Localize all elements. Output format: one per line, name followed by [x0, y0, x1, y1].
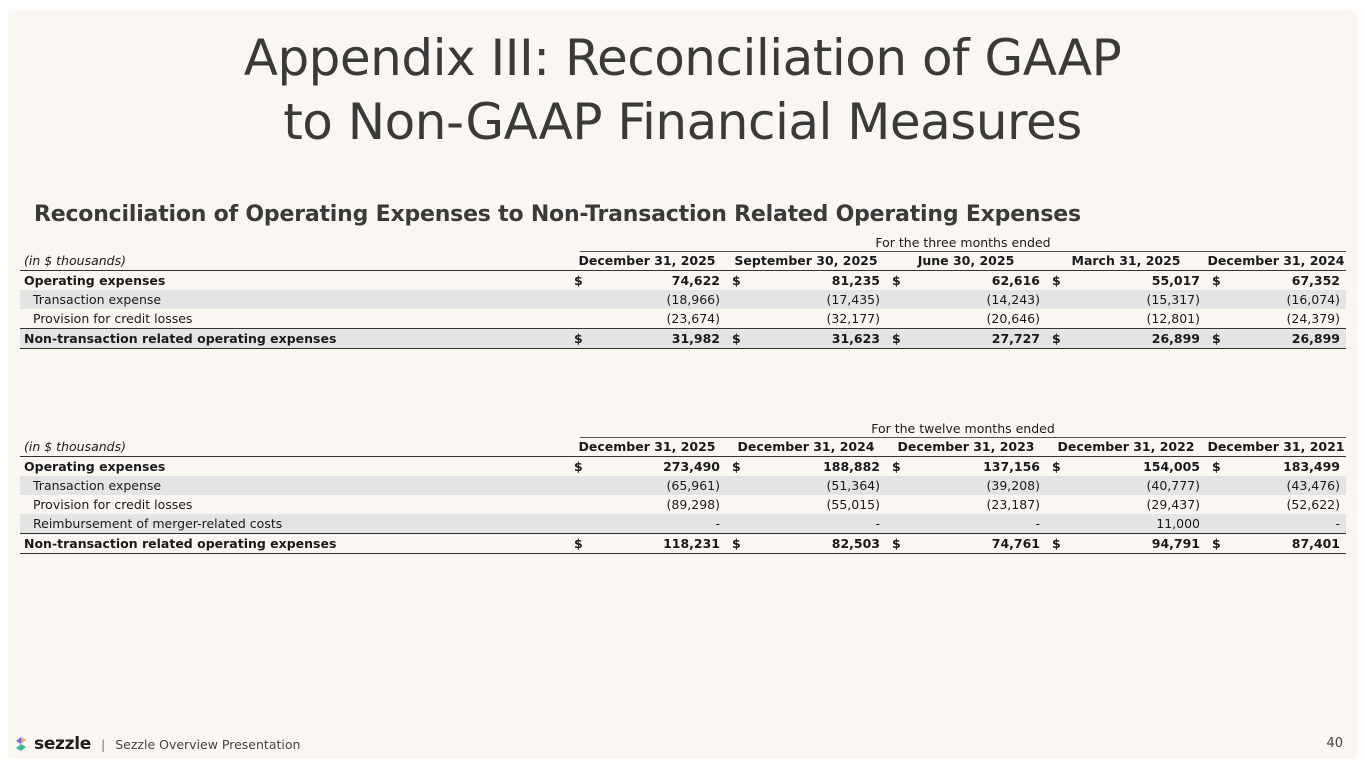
cell-value: (51,364) — [826, 478, 880, 493]
currency-symbol: $ — [1052, 459, 1061, 474]
currency-symbol: $ — [892, 331, 901, 346]
column-header: September 30, 2025 — [734, 253, 878, 268]
currency-symbol: $ — [574, 459, 583, 474]
currency-symbol: $ — [1212, 536, 1221, 551]
cell-value: (16,074) — [1286, 292, 1340, 307]
cell-value: - — [1035, 516, 1040, 531]
currency-symbol: $ — [892, 459, 901, 474]
cell-value: 62,616 — [991, 273, 1040, 288]
sezzle-logo-text: sezzle — [34, 734, 91, 754]
cell-value: (65,961) — [666, 478, 720, 493]
cell-value: 26,899 — [1291, 331, 1340, 346]
period-header — [20, 235, 1346, 251]
footer — [14, 734, 300, 754]
column-header: December 31, 2021 — [1207, 439, 1345, 454]
cell-value: - — [715, 516, 720, 531]
cell-value: 137,156 — [983, 459, 1040, 474]
cell-value: 27,727 — [991, 331, 1040, 346]
period-label: For the three months ended — [580, 235, 1346, 252]
cell-value: (17,435) — [826, 292, 880, 307]
cell-value: 67,352 — [1291, 273, 1340, 288]
cell-value: (23,674) — [666, 311, 720, 326]
currency-symbol: $ — [732, 331, 741, 346]
period-header — [20, 421, 1346, 437]
column-header: December 31, 2022 — [1057, 439, 1195, 454]
currency-symbol: $ — [574, 536, 583, 551]
table-row-non-transaction-total — [20, 328, 1346, 349]
cell-value: (24,379) — [1286, 311, 1340, 326]
cell-value: 31,623 — [831, 331, 880, 346]
cell-value: 94,791 — [1151, 536, 1200, 551]
page-title — [0, 26, 1365, 154]
cell-value: 11,000 — [1156, 516, 1200, 531]
footer-separator: | — [101, 736, 106, 752]
cell-value: (52,622) — [1286, 497, 1340, 512]
unit-label: (in $ thousands) — [24, 253, 126, 268]
section-subtitle: Reconciliation of Operating Expenses to Non-Transaction Related Operating Expenses — [34, 202, 1081, 227]
currency-symbol: $ — [1052, 331, 1061, 346]
table-row-provision-credit-losses — [20, 309, 1346, 328]
row-label: Transaction expense — [33, 478, 162, 493]
cell-value: (39,208) — [986, 478, 1040, 493]
cell-value: 74,761 — [991, 536, 1040, 551]
row-label: Non-transaction related operating expenses — [24, 536, 337, 551]
row-label: Provision for credit losses — [33, 497, 193, 512]
cell-value: (32,177) — [826, 311, 880, 326]
row-label: Transaction expense — [33, 292, 162, 307]
cell-value: 154,005 — [1143, 459, 1200, 474]
row-label: Operating expenses — [24, 459, 166, 474]
column-header-row — [20, 437, 1346, 457]
cell-value: (29,437) — [1146, 497, 1200, 512]
sezzle-logo-icon — [14, 736, 28, 752]
title-line-1: Appendix III: Reconciliation of GAAP — [243, 29, 1122, 87]
currency-symbol: $ — [732, 536, 741, 551]
currency-symbol: $ — [732, 273, 741, 288]
column-header: December 31, 2025 — [578, 439, 716, 454]
cell-value: (40,777) — [1146, 478, 1200, 493]
currency-symbol: $ — [1052, 536, 1061, 551]
currency-symbol: $ — [1212, 273, 1221, 288]
currency-symbol: $ — [574, 331, 583, 346]
table-row-non-transaction-total — [20, 533, 1346, 554]
column-header: December 31, 2024 — [737, 439, 875, 454]
cell-value: 74,622 — [671, 273, 720, 288]
unit-label: (in $ thousands) — [24, 439, 126, 454]
cell-value: (43,476) — [1286, 478, 1340, 493]
row-label: Reimbursement of merger-related costs — [33, 516, 283, 531]
table-row-transaction-expense — [20, 476, 1346, 495]
cell-value: (18,966) — [666, 292, 720, 307]
cell-value: 31,982 — [671, 331, 720, 346]
cell-value: (12,801) — [1146, 311, 1200, 326]
cell-value: - — [1335, 516, 1340, 531]
cell-value: 82,503 — [831, 536, 880, 551]
three-months-table — [20, 235, 1346, 349]
cell-value: (14,243) — [986, 292, 1040, 307]
cell-value: 26,899 — [1151, 331, 1200, 346]
column-header: June 30, 2025 — [917, 253, 1015, 268]
cell-value: (20,646) — [986, 311, 1040, 326]
cell-value: 188,882 — [823, 459, 880, 474]
table-row-provision-credit-losses — [20, 495, 1346, 514]
table-row-merger-reimbursement — [20, 514, 1346, 533]
column-header: March 31, 2025 — [1071, 253, 1181, 268]
cell-value: 183,499 — [1283, 459, 1340, 474]
currency-symbol: $ — [1212, 331, 1221, 346]
cell-value: - — [875, 516, 880, 531]
cell-value: 55,017 — [1151, 273, 1200, 288]
page-number: 40 — [1326, 736, 1343, 751]
period-label: For the twelve months ended — [580, 421, 1346, 438]
column-header: December 31, 2025 — [578, 253, 716, 268]
cell-value: 118,231 — [663, 536, 720, 551]
cell-value: (23,187) — [986, 497, 1040, 512]
cell-value: 81,235 — [831, 273, 880, 288]
currency-symbol: $ — [892, 536, 901, 551]
currency-symbol: $ — [1052, 273, 1061, 288]
currency-symbol: $ — [732, 459, 741, 474]
cell-value: (15,317) — [1146, 292, 1200, 307]
currency-symbol: $ — [574, 273, 583, 288]
row-label: Provision for credit losses — [33, 311, 193, 326]
column-header: December 31, 2024 — [1207, 253, 1345, 268]
currency-symbol: $ — [892, 273, 901, 288]
table-row-transaction-expense — [20, 290, 1346, 309]
row-label: Non-transaction related operating expenses — [24, 331, 337, 346]
cell-value: (55,015) — [826, 497, 880, 512]
twelve-months-table — [20, 421, 1346, 554]
table-row-operating-expenses — [20, 457, 1346, 476]
cell-value: 273,490 — [663, 459, 720, 474]
cell-value: 87,401 — [1291, 536, 1340, 551]
title-line-2: to Non-GAAP Financial Measures — [283, 93, 1082, 151]
row-label: Operating expenses — [24, 273, 166, 288]
column-header: December 31, 2023 — [897, 439, 1035, 454]
cell-value: (89,298) — [666, 497, 720, 512]
currency-symbol: $ — [1212, 459, 1221, 474]
presentation-name: Sezzle Overview Presentation — [115, 736, 301, 752]
table-row-operating-expenses — [20, 271, 1346, 290]
column-header-row — [20, 251, 1346, 271]
